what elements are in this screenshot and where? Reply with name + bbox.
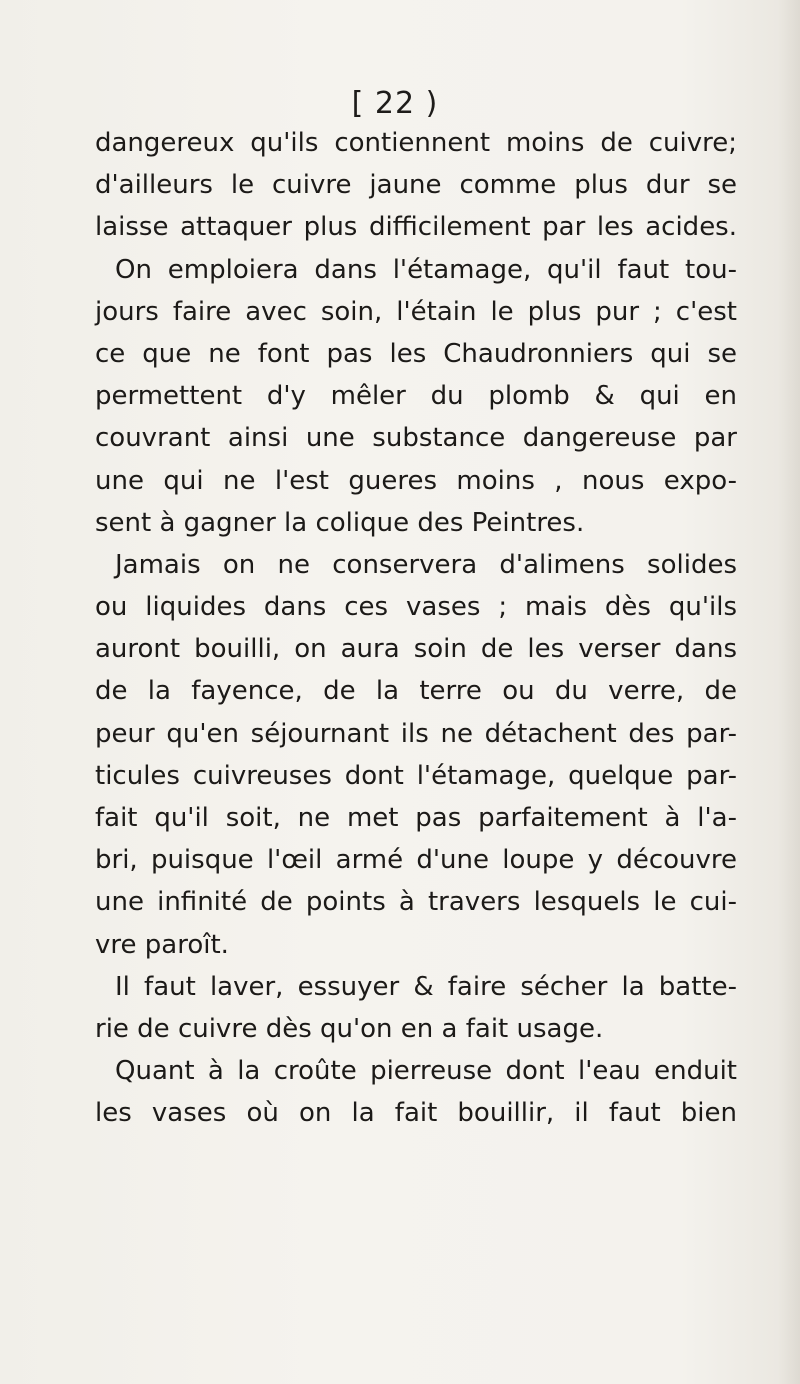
text-line: une qui ne l'est gueres moins , nous expo- <box>95 465 737 496</box>
body-text <box>95 122 737 1135</box>
text-line: permettent d'y mêler du plomb & qui en <box>95 381 737 412</box>
text-line: On emploiera dans l'étamage, qu'il faut tou- <box>115 254 737 285</box>
text-line: auront bouilli, on aura soin de les verser dans <box>95 634 737 665</box>
text-line: fait qu'il soit, ne met pas parfaitement à l'a- <box>95 803 737 833</box>
text-line: ticules cuivreuses dont l'étamage, quelque par- <box>95 760 737 791</box>
text-line: d'ailleurs le cuivre jaune comme plus dur se <box>95 170 737 201</box>
page-edge-shadow <box>778 0 800 1384</box>
text-line: peur qu'en séjournant ils ne détachent des par- <box>95 718 737 749</box>
text-line: sent à gagner la colique des Peintres. <box>95 507 585 538</box>
page-number: [ 22 ) <box>351 86 439 121</box>
text-line: ce que ne font pas les Chaudronniers qui se <box>95 338 737 369</box>
text-line: les vases où on la fait bouillir, il faut bien <box>95 1098 737 1129</box>
text-line: une infinité de points à travers lesquels le cui- <box>95 887 737 918</box>
text-line: laisse attaquer plus difficilement par les acides. <box>95 212 737 243</box>
text-line: bri, puisque l'œil armé d'une loupe y découvre <box>95 845 737 876</box>
text-line: dangereux qu'ils contiennent moins de cuivre; <box>95 128 737 158</box>
text-line: rie de cuivre dès qu'on en a fait usage. <box>95 1013 604 1044</box>
text-line: Il faut laver, essuyer & faire sécher la batte- <box>115 971 737 1002</box>
text-line: Quant à la croûte pierreuse dont l'eau enduit <box>115 1056 737 1087</box>
text-line: vre paroît. <box>95 929 229 960</box>
text-line: couvrant ainsi une substance dangereuse par <box>95 423 737 454</box>
text-line: de la fayence, de la terre ou du verre, de <box>95 676 737 707</box>
text-line: ou liquides dans ces vases ; mais dès qu'ils <box>95 592 737 623</box>
text-line: jours faire avec soin, l'étain le plus pur ; c'est <box>95 296 737 327</box>
text-line: Jamais on ne conservera d'alimens solides <box>115 549 737 580</box>
